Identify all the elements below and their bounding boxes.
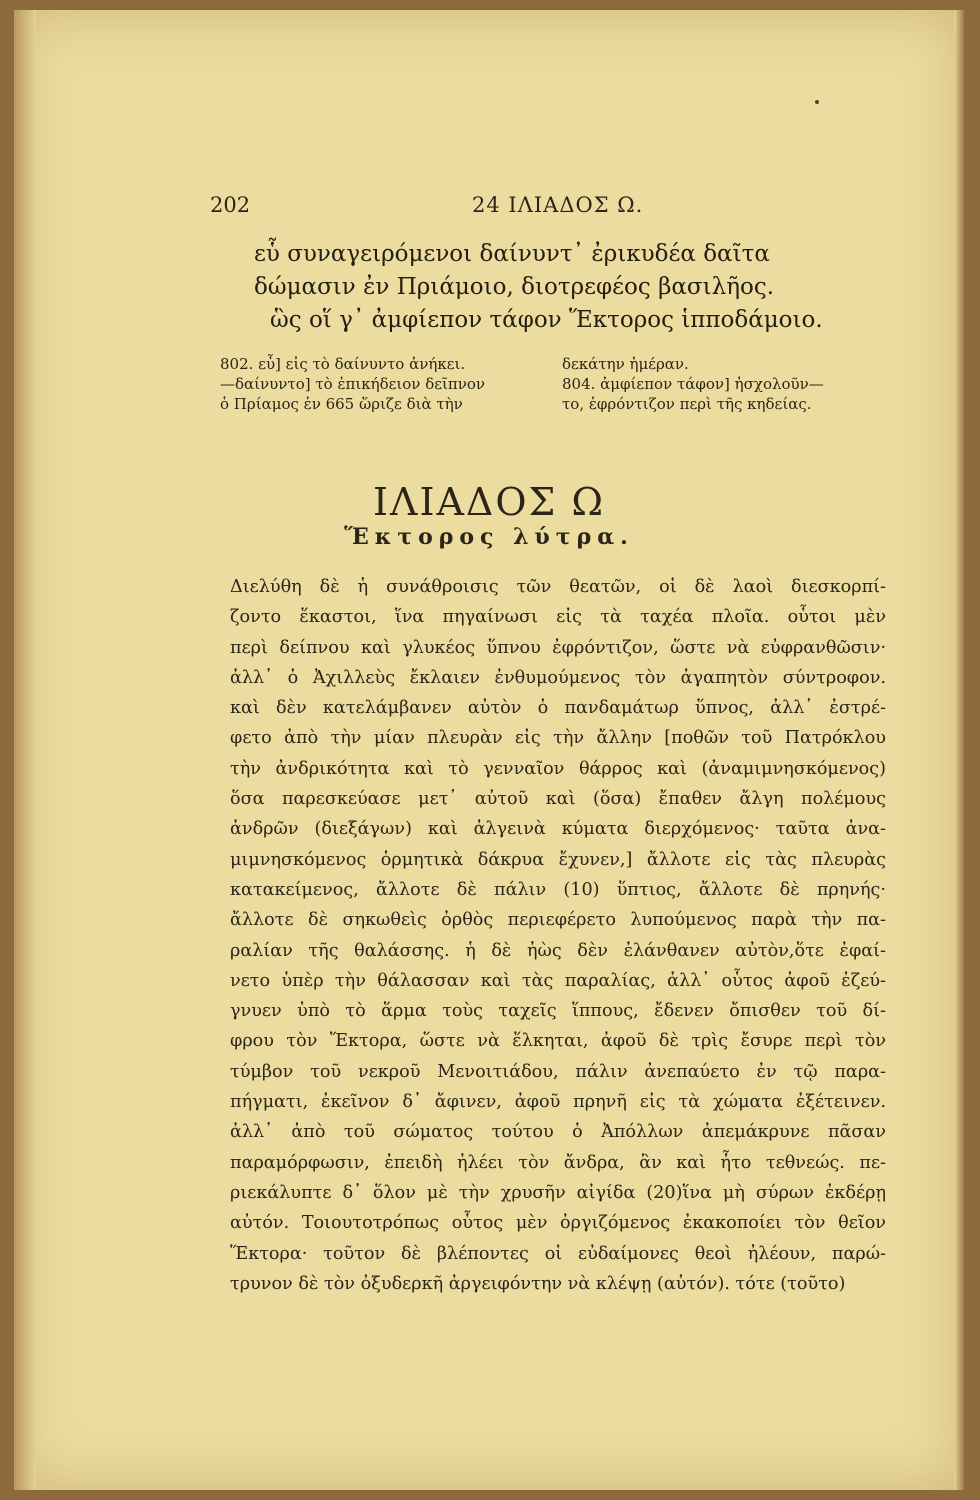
footnote-left: 802. εὖ] εἰς τὸ δαίνυντο ἀνήκει. — [220, 355, 466, 373]
text-line: φρου τὸν Ἕκτορα, ὥστε νὰ ἕλκηται, ἀφοῦ δὲ τρὶς ἔσυρε περὶ τὸν — [230, 1031, 886, 1052]
text-line: ραλίαν τῆς θαλάσσης. ἡ δὲ ἠὼς δὲν ἐλάνθανεν αὐτὸν,ὅτε ἐφαί- — [230, 940, 886, 961]
footnote-left: —δαίνυντο] τὸ ἐπικήδειον δεῖπνον — [220, 375, 486, 393]
text-line: πήγματι, ἐκεῖνον δ᾽ ἄφινεν, ἀφοῦ πρηνῆ εἰς τὰ χώματα ἐξέτεινεν. — [230, 1092, 886, 1113]
prose-translation — [230, 572, 886, 1299]
text-line: περὶ δείπνου καὶ γλυκέος ὕπνου ἐφρόντιζον, ὥστε νὰ εὐφρανθῶσιν· — [230, 637, 886, 658]
text-line: ὅσα παρεσκεύασε μετ᾽ αὐτοῦ καὶ (ὅσα) ἔπαθεν ἄλγη πολέμους — [230, 789, 886, 810]
section-title: ΙΛΙΑΔΟΣ Ω — [373, 480, 605, 524]
text-line: Διελύθη δὲ ἡ συνάθροισις τῶν θεατῶν, οἱ δὲ λαοὶ διεσκορπί- — [230, 577, 886, 597]
text-line: ριεκάλυπτε δ᾽ ὅλον μὲ τὴν χρυσῆν αἰγίδα (20)ἵνα μὴ σύρων ἐκδέρῃ — [230, 1182, 886, 1203]
text-line: μιμνησκόμενος ὁρμητικὰ δάκρυα ἔχυνεν,] ἄλλοτε εἰς τὰς πλευρὰς — [230, 849, 886, 870]
text-line: καὶ δὲν κατελάμβανεν αὐτὸν ὁ πανδαμάτωρ ὕπνος, ἀλλ᾽ ἐστρέ- — [230, 698, 886, 719]
verse-line: δώμασιν ἐν Πριάμοιο, διοτρεφέος βασιλῆος. — [254, 274, 775, 300]
footnote-right: δεκάτην ἡμέραν. — [562, 355, 689, 373]
verse-line: ὣς οἵ γ᾽ ἀμφίεπον τάφον Ἕκτορος ἱπποδάμοιο. — [270, 307, 823, 333]
page-number: 202 — [210, 193, 251, 217]
text-line: ἄλλοτε δὲ σηκωθεὶς ὀρθὸς περιεφέρετο λυπούμενος παρὰ τὴν πα- — [230, 910, 886, 931]
text-line: τύμβον τοῦ νεκροῦ Μενοιτιάδου, πάλιν ἀνεπαύετο ἐν τῷ παρα- — [230, 1061, 886, 1082]
text-line: ζοντο ἕκαστοι, ἵνα πηγαίνωσι εἰς τὰ ταχέα πλοῖα. οὗτοι μὲν — [230, 607, 886, 628]
footnote-right: το, ἐφρόντιζον περὶ τῆς κηδείας. — [562, 395, 812, 413]
footnote-row — [220, 354, 880, 374]
footnote-row — [220, 374, 880, 394]
text-line: ἀλλ᾽ ἀπὸ τοῦ σώματος τούτου ὁ Ἀπόλλων ἀπεμάκρυνε πᾶσαν — [230, 1122, 886, 1143]
section-subtitle: Ἕκτορος λύτρα. — [344, 524, 634, 550]
text-line: τὴν ἀνδρικότητα καὶ τὸ γενναῖον θάρρος καὶ (ἀναμιμνησκόμενος) — [230, 758, 886, 779]
text-line: γνυεν ὑπὸ τὸ ἅρμα τοὺς ταχεῖς ἵππους, ἔδενεν ὄπισθεν τοῦ δί- — [230, 1001, 886, 1022]
page-gutter — [14, 10, 36, 1490]
text-line: ἀλλ᾽ ὁ Ἀχιλλεὺς ἔκλαιεν ἐνθυμούμενος τὸν ἀγαπητὸν σύντροφον. — [230, 667, 886, 688]
footnote-left: ὁ Πρίαμος ἐν 665 ὥριζε διὰ τὴν — [220, 395, 463, 413]
book-page — [14, 10, 964, 1490]
text-line: νετο ὑπὲρ τὴν θάλασσαν καὶ τὰς παραλίας, ἀλλ᾽ οὗτος ἀφοῦ ἐζεύ- — [230, 970, 886, 991]
text-line: παραμόρφωσιν, ἐπειδὴ ἠλέει τὸν ἄνδρα, ἂν καὶ ἦτο τεθνεώς. πε- — [230, 1152, 886, 1173]
text-line: τρυνον δὲ τὸν ὀξυδερκῆ ἀργειφόντην νὰ κλέψῃ (αὐτόν). τότε (τοῦτο) — [230, 1273, 846, 1294]
text-line: Ἕκτορα· τοῦτον δὲ βλέποντες οἱ εὐδαίμονες θεοὶ ἠλέουν, παρώ- — [230, 1243, 886, 1264]
footnote-row — [220, 394, 880, 414]
paper-spot — [815, 100, 819, 104]
page-edge — [954, 10, 964, 1490]
page-header — [210, 193, 870, 225]
text-line: κατακείμενος, ἄλλοτε δὲ πάλιν (10) ὕπτιος, ἄλλοτε δὲ πρηνής· — [230, 879, 886, 900]
running-head: 24 ΙΛΙΑΔΟΣ Ω. — [472, 193, 644, 217]
text-line: ἀνδρῶν (διεξάγων) καὶ ἀλγεινὰ κύματα διερχόμενος· ταῦτα ἀνα- — [230, 819, 886, 840]
footnote-right: 804. ἀμφίεπον τάφον] ἠσχολοῦν— — [562, 375, 824, 393]
verse-line: εὗ συναγειρόμενοι δαίνυντ᾽ ἐρικυδέα δαῖτα — [254, 241, 770, 267]
verse-block — [254, 238, 874, 337]
footnotes — [220, 354, 880, 414]
text-line: αὐτόν. Τοιουτοτρόπως οὗτος μὲν ὀργιζόμενος ἐκακοποίει τὸν θεῖον — [230, 1213, 886, 1234]
text-line: φετο ἀπὸ τὴν μίαν πλευρὰν εἰς τὴν ἄλλην [ποθῶν τοῦ Πατρόκλου — [230, 728, 886, 749]
